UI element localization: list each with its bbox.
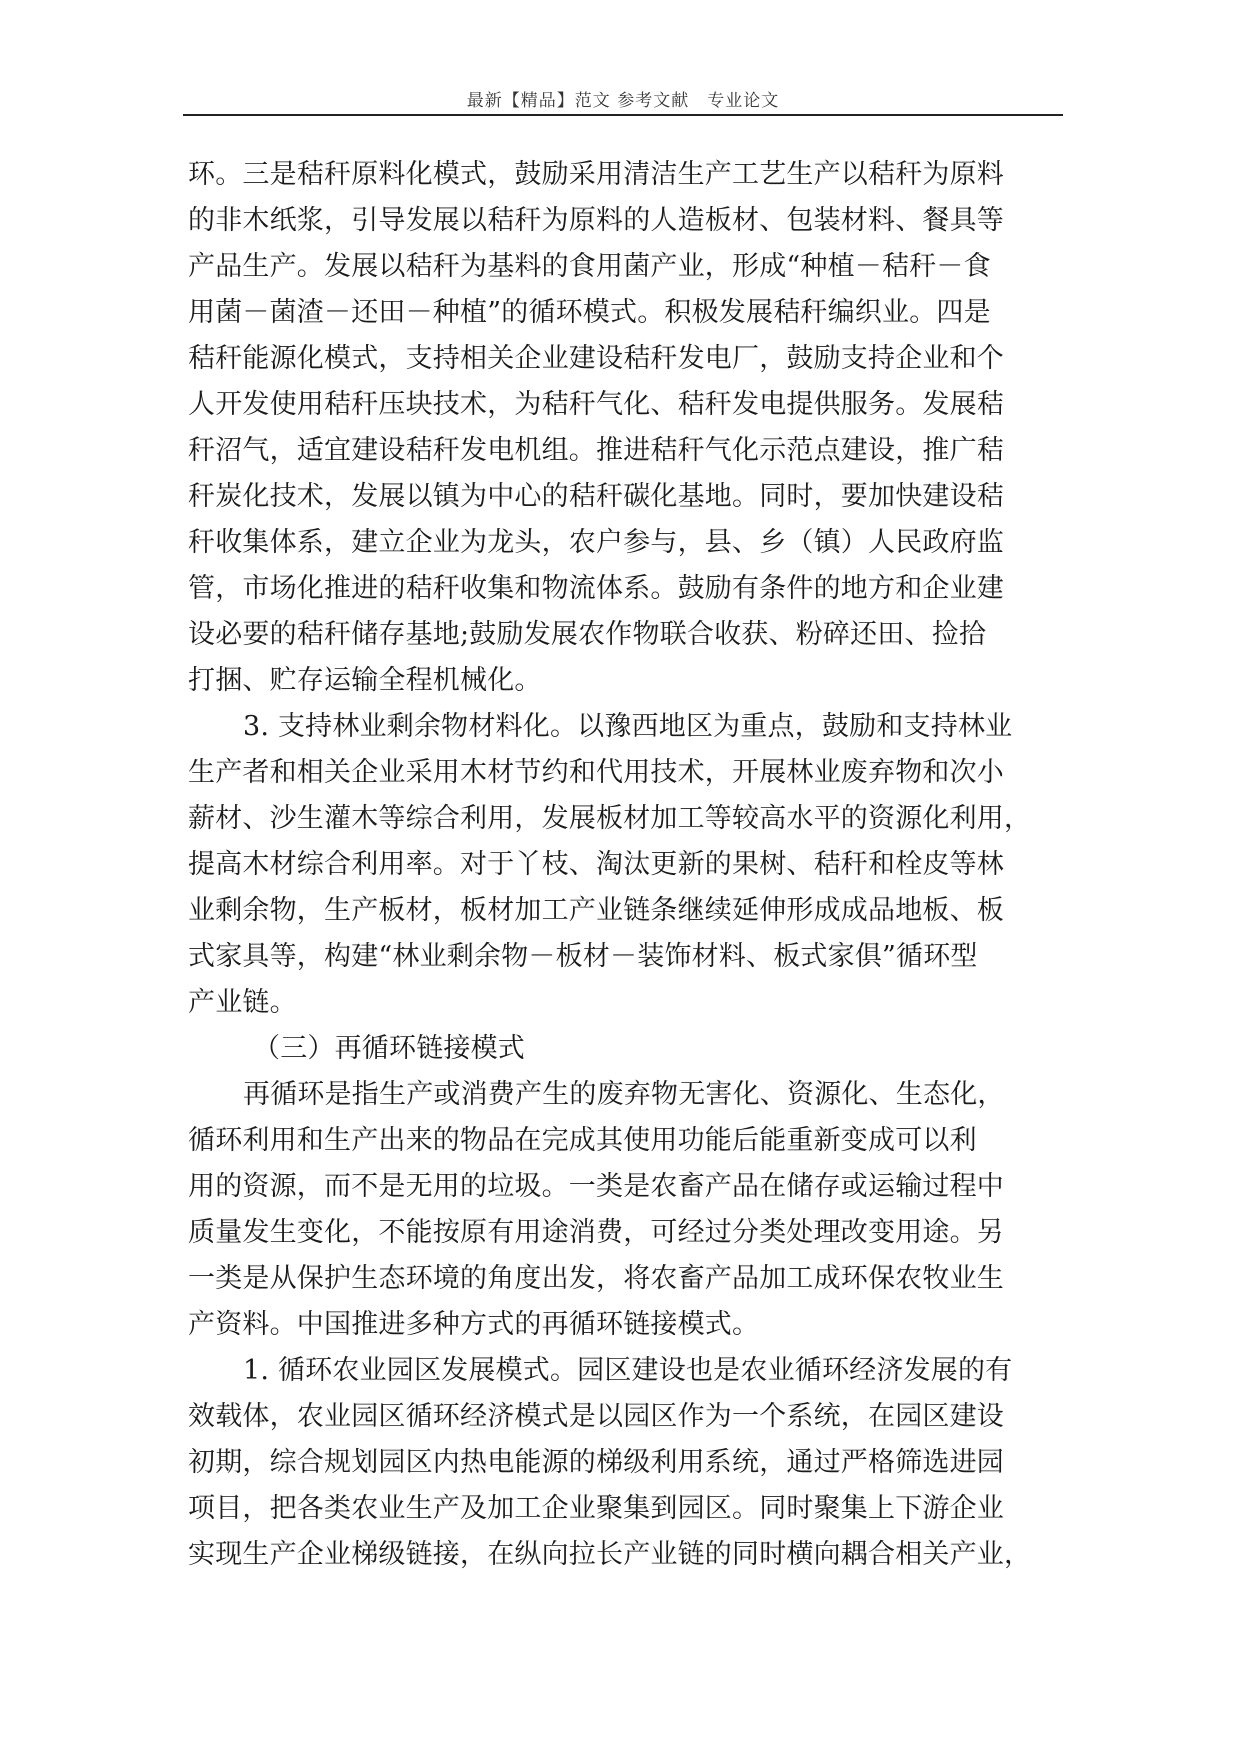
text-line: 式家具等，构建“林业剩余物－板材－装饰材料、板式家俱”循环型 <box>188 941 978 972</box>
text-line: 秆炭化技术，发展以镇为中心的秸秆碳化基地。同时，要加快建设秸 <box>188 481 1004 512</box>
text-line: 初期，综合规划园区内热电能源的梯级利用系统，通过严格筛选进园 <box>188 1447 1004 1478</box>
text-line: 产品生产。发展以秸秆为基料的食用菌产业，形成“种植－秸秆－食 <box>188 251 991 282</box>
text-line: 环。三是秸秆原料化模式，鼓励采用清洁生产工艺生产以秸秆为原料 <box>188 159 1004 190</box>
paragraph-start: 3. 支持林业剩余物材料化。以豫西地区为重点，鼓励和支持林业 <box>243 711 1013 742</box>
text-line: 的非木纸浆，引导发展以秸秆为原料的人造板材、包装材料、餐具等 <box>188 205 1004 236</box>
text-line: 用菌－菌渣－还田－种植”的循环模式。积极发展秸秆编织业。四是 <box>188 297 991 328</box>
text-line: 秸秆能源化模式，支持相关企业建设秸秆发电厂，鼓励支持企业和个 <box>188 343 1004 374</box>
text-line: 设必要的秸秆储存基地;鼓励发展农作物联合收获、粉碎还田、捡拾 <box>188 619 987 650</box>
text-line: 质量发生变化，不能按原有用途消费，可经过分类处理改变用途。另 <box>188 1217 1004 1248</box>
text-line: 效载体，农业园区循环经济模式是以园区作为一个系统，在园区建设 <box>188 1401 1004 1432</box>
text-line: 人开发使用秸秆压块技术，为秸秆气化、秸秆发电提供服务。发展秸 <box>188 389 1004 420</box>
text-line: 生产者和相关企业采用木材节约和代用技术，开展林业废弃物和次小 <box>188 757 1004 788</box>
text-line: 业剩余物，生产板材，板材加工产业链条继续延伸形成成品地板、板 <box>188 895 1004 926</box>
text-line: 秆沼气，适宜建设秸秆发电机组。推进秸秆气化示范点建设，推广秸 <box>188 435 1004 466</box>
section-heading: （三）再循环链接模式 <box>253 1033 525 1064</box>
text-line: 提高木材综合利用率。对于丫枝、淘汰更新的果树、秸秆和栓皮等林 <box>188 849 1004 880</box>
text-line: 薪材、沙生灌木等综合利用，发展板材加工等较高水平的资源化利用， <box>188 803 1032 834</box>
text-line: 项目，把各类农业生产及加工企业聚集到园区。同时聚集上下游企业 <box>188 1493 1004 1524</box>
paragraph-start: 1. 循环农业园区发展模式。园区建设也是农业循环经济发展的有 <box>243 1355 1013 1386</box>
text-line: 管，市场化推进的秸秆收集和物流体系。鼓励有条件的地方和企业建 <box>188 573 1004 604</box>
document-body <box>188 152 1068 1578</box>
text-line: 产资料。中国推进多种方式的再循环链接模式。 <box>188 1309 760 1340</box>
text-line: 用的资源，而不是无用的垃圾。一类是农畜产品在储存或运输过程中 <box>188 1171 1004 1202</box>
page-header: 最新【精品】范文 参考文献 专业论文 <box>466 91 780 111</box>
text-line: 产业链。 <box>188 987 297 1018</box>
text-line: 一类是从保护生态环境的角度出发，将农畜产品加工成环保农牧业生 <box>188 1263 1004 1294</box>
text-line: 打捆、贮存运输全程机械化。 <box>188 665 542 696</box>
paragraph-start: 再循环是指生产或消费产生的废弃物无害化、资源化、生态化， <box>243 1079 1005 1110</box>
header-divider <box>183 114 1063 116</box>
text-line: 秆收集体系，建立企业为龙头，农户参与，县、乡（镇）人民政府监 <box>188 527 1004 558</box>
text-line: 循环利用和生产出来的物品在完成其使用功能后能重新变成可以利 <box>188 1125 977 1156</box>
text-line: 实现生产企业梯级链接，在纵向拉长产业链的同时横向耦合相关产业， <box>188 1539 1032 1570</box>
